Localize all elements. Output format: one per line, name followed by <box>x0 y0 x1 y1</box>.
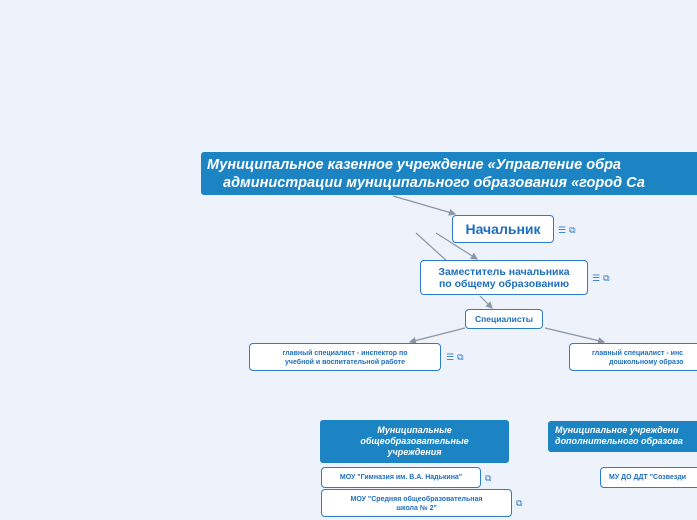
notes-icon[interactable]: ☰ <box>558 225 567 235</box>
gymnasium-label: МОУ "Гимназия им. В.А. Надькина" <box>339 474 463 481</box>
link-root-head <box>393 196 455 214</box>
external-link-icon[interactable]: ⧉ <box>485 473 492 483</box>
deputy-line-2: по общему образованию <box>438 278 570 290</box>
school2-icons <box>516 498 522 509</box>
external-link-icon[interactable]: ⧉ <box>516 498 523 508</box>
school2-line-2: школа № 2" <box>396 505 437 512</box>
schools-node[interactable] <box>320 420 509 463</box>
preschool-node[interactable] <box>569 343 697 371</box>
root-node[interactable] <box>201 152 697 195</box>
schools-line-2: общеобразовательные <box>360 436 469 446</box>
external-link-icon[interactable]: ⧉ <box>457 352 464 362</box>
additional-node[interactable] <box>548 421 697 452</box>
schools-line-1: Муниципальные <box>377 425 452 435</box>
inspector-node[interactable] <box>249 343 441 371</box>
inspector-line-1: главный специалист - инспектор по <box>282 350 408 357</box>
link-specialists-preschool <box>545 328 604 342</box>
link-specialists-inspector <box>410 328 465 342</box>
external-link-icon[interactable]: ⧉ <box>569 225 576 235</box>
root-line-2: администрации муниципального образования «город Са <box>223 175 645 191</box>
additional-line-2: дополнительного образова <box>555 436 683 446</box>
notes-icon[interactable]: ☰ <box>446 352 455 362</box>
inspector-icons <box>446 352 464 363</box>
gymnasium-icons <box>485 473 491 484</box>
preschool-line-2: дошкольному образо <box>609 359 684 366</box>
additional-line-1: Муниципальное учреждени <box>555 425 679 435</box>
ddt-node[interactable] <box>600 467 697 488</box>
deputy-node[interactable] <box>420 260 588 295</box>
deputy-icons <box>592 273 610 284</box>
link-deputy-specialists <box>480 296 492 308</box>
gymnasium-node[interactable] <box>321 467 481 488</box>
head-node[interactable] <box>452 215 554 243</box>
preschool-line-1: главный специалист - инс <box>592 350 684 357</box>
specialists-node[interactable] <box>465 309 543 329</box>
head-label: Начальник <box>465 221 541 237</box>
external-link-icon[interactable]: ⧉ <box>603 273 610 283</box>
ddt-label: МУ ДО ДДТ "Созвезди <box>609 474 687 481</box>
deputy-line-1: Заместитель начальника <box>438 266 570 278</box>
head-icons <box>558 225 576 236</box>
root-line-1: Муниципальное казенное учреждение «Управление обра <box>207 157 622 173</box>
school2-node[interactable] <box>321 489 512 517</box>
school2-line-1: МОУ "Средняя общеобразовательная <box>350 496 483 503</box>
specialists-label: Специалисты <box>475 314 533 324</box>
schools-line-3: учреждения <box>387 447 442 457</box>
inspector-line-2: учебной и воспитательной работе <box>285 359 405 366</box>
notes-icon[interactable]: ☰ <box>592 273 601 283</box>
